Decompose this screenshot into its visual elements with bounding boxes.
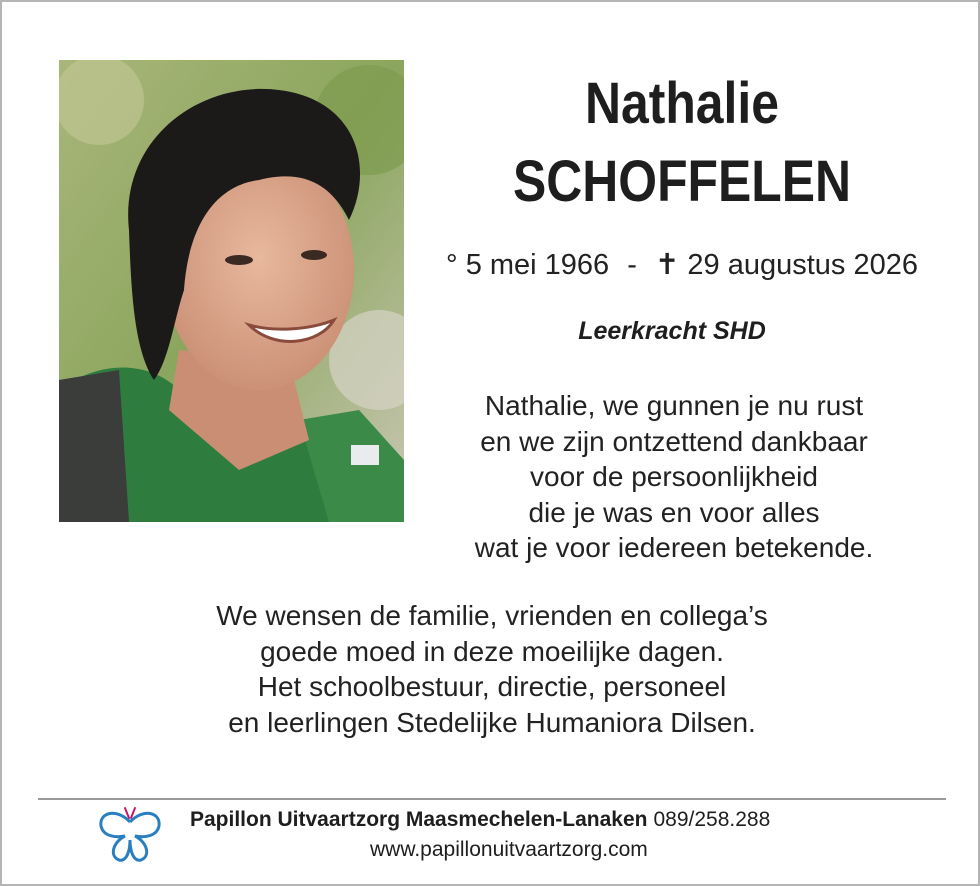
footer-divider bbox=[38, 798, 946, 800]
death-symbol: ✝ bbox=[655, 249, 680, 281]
butterfly-icon bbox=[97, 804, 163, 866]
date-separator: - bbox=[627, 249, 637, 281]
role-title: Leerkracht SHD bbox=[578, 317, 766, 345]
company-name: Papillon Uitvaartzorg Maasmechelen-Lanaken bbox=[190, 808, 648, 831]
poem-line: wat je voor iedereen betekende. bbox=[474, 532, 874, 563]
poem bbox=[404, 388, 944, 566]
poem-line: die je was en voor alles bbox=[528, 496, 820, 528]
life-dates bbox=[412, 247, 952, 282]
company-website: www.papillonuitvaartzorg.com bbox=[370, 838, 648, 861]
message-line: en leerlingen Stedelijke Humaniora Dilsen. bbox=[228, 706, 756, 738]
condolence-message bbox=[2, 598, 980, 740]
footer-company-line bbox=[190, 808, 770, 832]
portrait-photo bbox=[59, 60, 404, 522]
death-date: 29 augustus 2026 bbox=[687, 249, 918, 281]
message-line: Het schoolbestuur, directie, personeel bbox=[257, 671, 727, 702]
birth-date: 5 mei 1966 bbox=[465, 249, 610, 281]
message-line: goede moed in deze moeilijke dagen. bbox=[260, 635, 724, 667]
poem-line: voor de persoonlijkheid bbox=[530, 461, 818, 492]
first-name: Nathalie bbox=[584, 71, 780, 136]
poem-line: Nathalie, we gunnen je nu rust bbox=[484, 390, 864, 421]
company-phone: 089/258.288 bbox=[653, 808, 771, 831]
message-line: We wensen de familie, vrienden en collega’s bbox=[216, 600, 768, 631]
poem-line: en we zijn ontzettend dankbaar bbox=[480, 425, 868, 457]
birth-symbol: ° bbox=[446, 249, 458, 281]
last-name: SCHOFFELEN bbox=[512, 149, 852, 214]
